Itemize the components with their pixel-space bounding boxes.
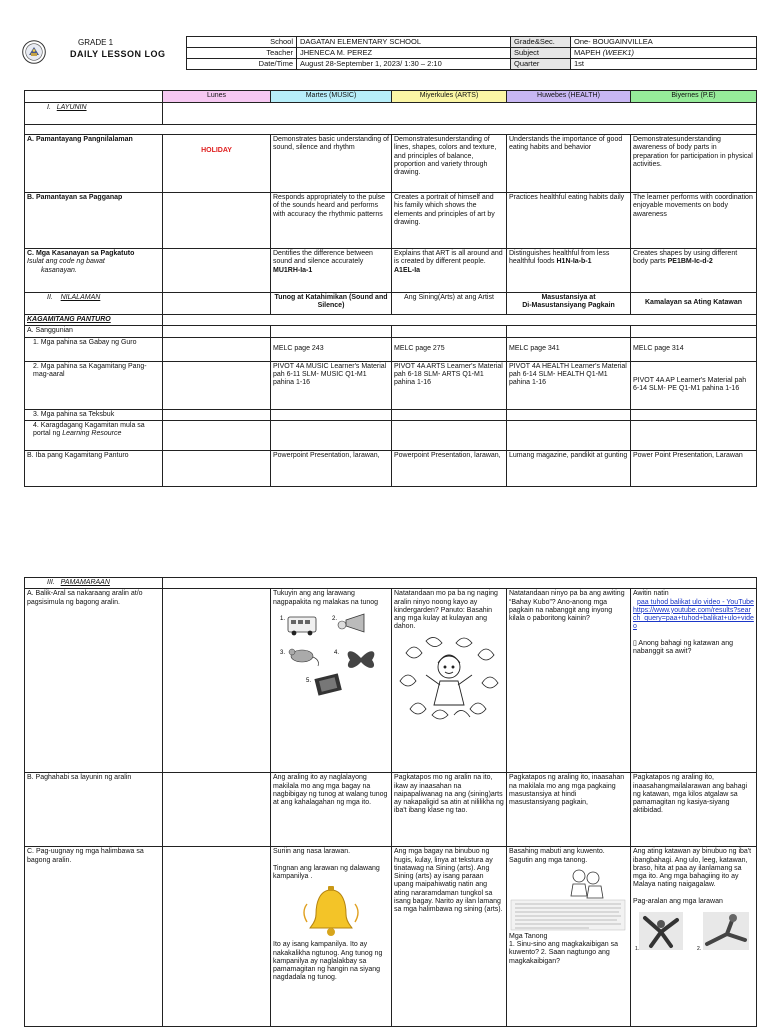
cell-b2-miyerkules: Powerpoint Presentation, larawan, [392, 450, 507, 486]
subject-value: MAPEH (WEEK1) [571, 48, 757, 59]
cell-pb-huwebes: Pagkatapos ng araling ito, inaasahan na makilala mo ang mga pagkaing masustansiya at hindi masustansiyang pagkain, [507, 773, 631, 847]
cell-b-martes: Responds appropriately to the pulse of the sounds heard and performs with accuracy the rhythmic patterns [271, 193, 392, 249]
holiday-label: HOLIDAY [201, 147, 232, 154]
cell-a-huwebes: Understands the importance of good eating habits and behavior [507, 135, 631, 193]
deped-seal-logo [22, 40, 46, 64]
school-label: School [187, 37, 297, 48]
iba-pang-label: B. Iba pang Kagamitang Panturo [25, 450, 163, 486]
sanggunian-row [25, 326, 757, 337]
cell-pc-miyerkules: Ang mga bagay na binubuo ng hugis, kulay, linya at tekstura ay tinatawag na Sining (arts). Ang Sining (arts) ay isang paraan upang maipahiwatig natin ang ating nararamdaman tungkol sa isang bagay. Narito ay ilan lamang sa mga halimbawa ng sining (arts). [392, 847, 507, 1027]
day-header-biyernes: Biyernes (P.E) [631, 91, 757, 103]
svg-text:2.: 2. [332, 615, 338, 622]
cell-r1-miyerkules: MELC page 275 [392, 337, 507, 361]
nilalaman-miyerkules: Ang Sining(Arts) at ang Artist [392, 293, 507, 315]
school-value: DAGATAN ELEMENTARY SCHOOL [297, 37, 511, 48]
nilalaman-huwebes: Masustansiya at Di-Masustansiyang Pagkain [507, 293, 631, 315]
header-info-table [186, 36, 757, 70]
pamamaraan-heading-row [25, 578, 757, 589]
cell-b-miyerkules: Creates a portrait of himself and his family which shows the elements and principles of art by drawing. [392, 193, 507, 249]
megaphone-icon [346, 614, 364, 632]
cell-r1-huwebes: MELC page 341 [507, 337, 631, 361]
header-row-date [187, 59, 757, 70]
pag-uugnay-row [25, 847, 757, 1027]
balik-aral-label: A. Balik-Aral sa nakaraang aralin at/o pagsisimula ng bagong aralin. [25, 589, 163, 773]
loud-sound-pictures [276, 610, 386, 702]
nilalaman-martes: Tunog at Katahimikan (Sound and Silence) [271, 293, 392, 315]
svg-text:1.: 1. [280, 615, 286, 622]
gabay-guro-label: 1. Mga pahina sa Gabay ng Guro [25, 337, 163, 361]
teacher-label: Teacher [187, 48, 297, 59]
iba-pang-kagamitan-row [25, 450, 757, 486]
nilalaman-row [25, 293, 757, 315]
cell-b2-martes: Powerpoint Presentation, larawan, [271, 450, 392, 486]
svg-text:5.: 5. [306, 677, 312, 684]
cell-c-huwebes: Distinguishes healthful from less healthful foods H1N-Ia-b-1 [507, 249, 631, 293]
karagdagang-label: 4. Karagdagang Kagamitan mula sa portal ng Learning Resource [25, 420, 163, 450]
story-picture [509, 866, 627, 932]
day-header-martes: Martes (MUSIC) [271, 91, 392, 103]
children-illustration [571, 870, 603, 898]
quarter-value: 1st [571, 59, 757, 70]
paghahabi-label: B. Paghahabi sa layunin ng aralin [25, 773, 163, 847]
cell-b2-huwebes: Lumang magazine, pandikit at gunting [507, 450, 631, 486]
layunin-heading: I. LAYUNIN [25, 103, 163, 125]
lesson-log-table-2 [24, 577, 757, 1027]
nilalaman-biyernes: Kamalayan sa Ating Katawan [631, 293, 757, 315]
cell-pa-huwebes: Natatandaan ninyo pa ba ang awiting “Bahay Kubo”? Ano-anong mga pagkain na nabanggit ang inyong kilala o paboritong kainin? [507, 589, 631, 773]
cell-r2-miyerkules: PIVOT 4A ARTS Learner's Material pah 6-18 SLM- ARTS Q1-M1 pahina 1-16 [392, 361, 507, 409]
cell-pc-biyernes: Ang ating katawan ay binubuo ng iba't ibangbahagi. Ang ulo, leeg, katawan, braso, hita at paa ay ilanlamang sa mga ito. Ang mga bahagiing ito ay Malaya nating naigagalaw. Pag-aralan ang mga larawan 1. 2. [631, 847, 757, 1027]
gabay-guro-row [25, 337, 757, 361]
cell-c-miyerkules: Explains that ART is all around and is created by different people. A1EL-Ia [392, 249, 507, 293]
body-movement-pictures [633, 910, 753, 952]
svg-text:2.: 2. [697, 946, 702, 952]
quarter-label: Quarter [511, 59, 571, 70]
pamamaraan-heading: III. PAMAMARAAN [25, 578, 163, 589]
cell-a-martes: Demonstrates basic understanding of sound, silence and rhythm [271, 135, 392, 193]
day-header-row [25, 91, 757, 103]
cell-r2-biyernes: PIVOT 4A AP Learner's Material pah 6-14 SLM- PE Q1-M1 pahina 1-16 [631, 361, 757, 409]
pang-mag-aaral-label: 2. Mga pahina sa Kagamitang Pang-mag-aaral [25, 361, 163, 409]
cell-c-biyernes: Creates shapes by using different body parts PE1BM-Ic-d-2 [631, 249, 757, 293]
header-row-teacher [187, 48, 757, 59]
layunin-row [25, 103, 757, 125]
pag-uugnay-label: C. Pag-uugnay ng mga halimbawa sa bagong aralin. [25, 847, 163, 1027]
date-value: August 28-September 1, 2023/ 1:30 – 2:10 [297, 59, 511, 70]
cell-pc-huwebes: Basahing mabuti ang kuwento. Sagutin ang mga tanong. Mga Tanong 1. Sinu-sino ang magkakaibigan sa kuwento? 2. Saan nagtungo ang magkakaibigan? [507, 847, 631, 1027]
cell-r1-biyernes: MELC page 314 [631, 337, 757, 361]
row-label-c: C. Mga Kasanayan sa Pagkatuto Isulat ang code ng bawat kasanayan. [25, 249, 163, 293]
header-row-school [187, 37, 757, 48]
school-bus-icon [288, 617, 316, 632]
kasanayan-row [25, 249, 757, 293]
leaves-coloring-picture [396, 635, 502, 723]
cell-c-martes: Dentifies the difference between sound and silence accurately MU1RH-Ia-1 [271, 249, 392, 293]
cell-r2-martes: PIVOT 4A MUSIC Learner's Material pah 6-11 SLM- MUSIC Q1-M1 pahina 1-16 [271, 361, 392, 409]
subject-label: Subject [511, 48, 571, 59]
teksbuk-label: 3. Mga pahina sa Teksbuk [25, 409, 163, 420]
grade-label: GRADE 1 [78, 38, 114, 47]
kagamitan-heading-row [25, 315, 757, 326]
cell-pb-martes: Ang araling ito ay naglalayong makilala mo ang mga bagay na nagbibigay ng tunog at walang tunog at ang kahalagahan ng mga ito. [271, 773, 392, 847]
cell-b-biyernes: The learner performs with coordination enjoyable movements on body awareness [631, 193, 757, 249]
story-text-block [511, 900, 625, 930]
kagamitang-pang-mag-aaral-row [25, 361, 757, 409]
youtube-search-link[interactable]: https://www.youtube.com/results?search_query=paa+tuhod+balikat+ulo+video [633, 606, 754, 631]
youtube-video-link[interactable]: paa tuhod balikat ulo video - YouTube [637, 598, 754, 606]
svg-text:3.: 3. [280, 649, 286, 656]
pamantayan-pagganap-row [25, 193, 757, 249]
butterfly-icon [348, 651, 375, 668]
svg-text:1.: 1. [635, 946, 640, 952]
bell-icon [299, 884, 363, 938]
cell-r1-martes: MELC page 243 [271, 337, 392, 361]
cell-pb-miyerkules: Pagkatapos mo ng aralin na ito, ikaw ay inaasahan na naipapaliwanag na ang (sining)arts ay nakapaligid sa atin at nililikha ng iba't ibang klase ng tao. [392, 773, 507, 847]
lesson-log-table-1 [24, 90, 757, 487]
cell-b-huwebes: Practices healthful eating habits daily [507, 193, 631, 249]
girl-figure [426, 655, 472, 705]
pamantayang-pangnilalaman-row [25, 135, 757, 193]
row-label-b: B. Pamantayan sa Pagganap [25, 193, 163, 249]
cell-pa-miyerkules: Natatandaan mo pa ba ng naging aralin ninyo noong kayo ay kindergarden? Panuto: Basahin ang mga kulay at kulayan ang dahon. [392, 589, 507, 773]
sanggunian-label: A. Sanggunian [25, 326, 163, 337]
day-header-lunes: Lunes [163, 91, 271, 103]
teksbuk-row [25, 409, 757, 420]
cell-a-biyernes: Demonstratesunderstanding awareness of body parts in preparation for participation in physical activities. [631, 135, 757, 193]
cell-b2-biyernes: Power Point Presentation, Larawan [631, 450, 757, 486]
karagdagang-kagamitan-row [25, 420, 757, 450]
spacer-row [25, 125, 757, 135]
paghahabi-row [25, 773, 757, 847]
balik-aral-row [25, 589, 757, 773]
cell-a-miyerkules: Demonstratesunderstanding of lines, shapes, colors and texture, and principles of balance, proportion and variety through drawing. [392, 135, 507, 193]
nilalaman-heading: II. NILALAMAN [25, 293, 163, 315]
cell-pb-biyernes: Pagkatapos ng araling ito, inaasahangmailalarawan ang bahagi ng katawan, mga kilos atgalaw sa pamamagitan ng kasiya-siyang aktibidad. [631, 773, 757, 847]
grade-sec-value: One- BOUGAINVILLEA [571, 37, 757, 48]
day-header-huwebes: Huwebes (HEALTH) [507, 91, 631, 103]
day-header-miyerkules: Miyerkules (ARTS) [392, 91, 507, 103]
grade-sec-label: Grade&Sec. [511, 37, 571, 48]
cell-pa-martes: Tukuyin ang ang larawang nagpapakita ng malakas na tunog 1. 2. 3. 4. 5. [271, 589, 392, 773]
document-title: DAILY LESSON LOG [70, 49, 166, 59]
row-label-a: A. Pamantayang Pangnilalaman [25, 135, 163, 193]
holiday-cell [163, 135, 271, 193]
cell-pa-biyernes: Awitin natin paa tuhod balikat ulo video - YouTube https://www.youtube.com/results?search_query=paa+tuhod+balikat+ulo+video ▯ Anong bahagi ng katawan ang nabanggit sa awit? [631, 589, 757, 773]
kagamitan-heading: KAGAMITANG PANTURO [25, 315, 163, 326]
svg-text:4.: 4. [334, 649, 340, 656]
date-label: Date/Time [187, 59, 297, 70]
cell-r2-huwebes: PIVOT 4A HEALTH Learner's Material pah 6-14 SLM- HEALTH Q1-M1 pahina 1-16 [507, 361, 631, 409]
cell-pc-martes: Suriin ang nasa larawan. Tingnan ang larawan ng dalawang kampanilya . Ito ay isang kampanilya. Ito ay nakakalikha ngtunog. Ang tunog ng kampanilya ay naglalakbay sa pamamagitan ng hangin na siyang nagdadala ng tunog. [271, 847, 392, 1027]
teacher-value: JHENECA M. PEREZ [297, 48, 511, 59]
